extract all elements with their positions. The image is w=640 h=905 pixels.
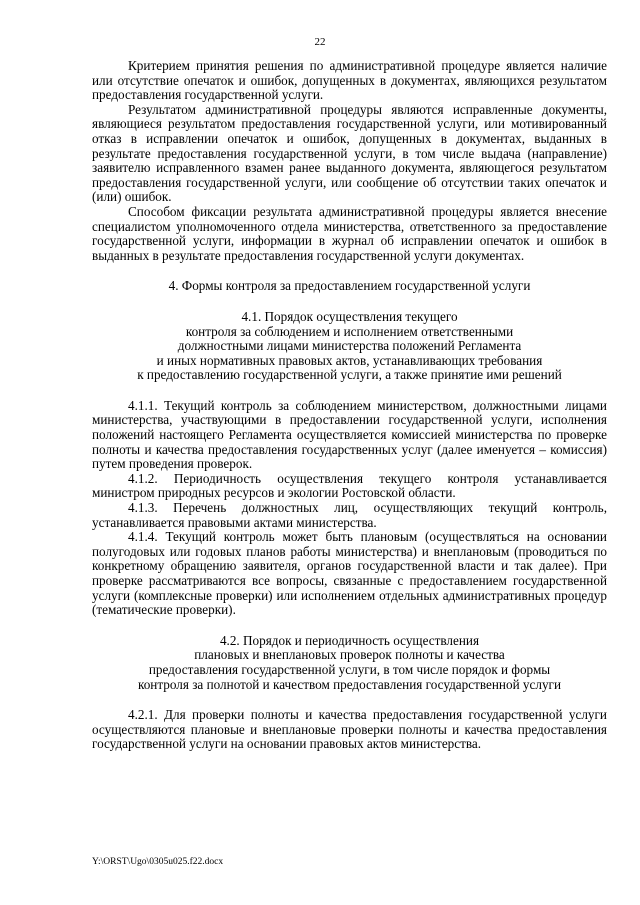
section-4-2-heading <box>92 634 607 692</box>
section-4-heading: 4. Формы контроля за предоставлением государственной услуги <box>168 278 531 294</box>
paragraph: 4.1.2. Периодичность осуществления текущего контроля устанавливается министром природных ресурсов и экологии Ростовской области. <box>92 470 607 501</box>
paragraph: Способом фиксации результата административной процедуры является внесение специалистом уполномоченного отдела министерства, ответственного за предоставление государственной услуги, информации в журнал об исправлении опечаток и ошибок в выданных в результате предоставления государственной услуги документах. <box>92 203 607 263</box>
heading-line: предоставления государственной услуги, в том числе порядок и формы <box>148 661 551 677</box>
heading-line: должностными лицами министерства положений Регламента <box>177 338 522 354</box>
heading-line: и иных нормативных правовых актов, устанавливающих требования <box>156 352 543 368</box>
heading-line: 4.2. Порядок и периодичность осуществления <box>219 632 480 648</box>
heading-line: 4.1. Порядок осуществления текущего <box>241 308 458 324</box>
paragraph: 4.2.1. Для проверки полноты и качества предоставления государственной услуги осуществляются плановые и внеплановые проверки полноты и качества предоставления государственной услуги на основании правовых актов министерства. <box>92 707 607 752</box>
paragraph: 4.1.1. Текущий контроль за соблюдением министерством, должностными лицами министерства, участвующими в предоставлении государственной услуги, исполнения положений настоящего Регламента осуществляется комиссией министерства по проверке полноты и качества предоставления государственных услуг (далее именуется – комиссия) путем проведения проверок. <box>92 397 607 472</box>
heading-line: плановых и внеплановых проверок полноты и качества <box>194 647 505 663</box>
paragraph: 4.1.4. Текущий контроль может быть плановым (осуществляться на основании полугодовых или годовых планов работы министерства) и внеплановым (проводиться по конкретному обращению заявителя, органов государственной власти и так далее). При проверке рассматриваются все вопросы, связанные с предоставлением государственной услуги (комплексные проверки) или исполнением отдельных административных процедур (тематические проверки). <box>92 529 607 618</box>
paragraph: 4.1.3. Перечень должностных лиц, осуществляющих текущий контроль, устанавливается правовыми актами министерства. <box>92 500 607 530</box>
document-body <box>92 59 607 752</box>
heading-line: к предоставлению государственной услуги, а также принятие ими решений <box>137 367 562 383</box>
footer-file-path: Y:\ORST\Ugo\0305u025.f22.docx <box>92 857 224 867</box>
paragraph: Критерием принятия решения по административной процедуре является наличие или отсутствие опечаток и ошибок, допущенных в документах, являющихся результатом предоставления государственной услуги. <box>92 58 607 103</box>
page-number: 22 <box>314 36 326 48</box>
paragraph: Результатом административной процедуры являются исправленные документы, являющиеся результатом предоставления государственной услуги, или мотивированный отказ в исправлении опечаток и ошибок, допущенных в документах, выданных в результате предоставления государственной услуги, в том числе выдача (направление) заявителю исправленного взамен ранее выданного документа, являющегося результатом предоставления государственной услуги, или сообщение об отсутствии таких опечаток и (или) ошибок. <box>92 101 607 205</box>
heading-line: контроля за полнотой и качеством предоставления государственной услуги <box>137 676 562 692</box>
heading-line: контроля за соблюдением и исполнением ответственными <box>185 323 514 339</box>
section-4-1-heading <box>92 310 607 383</box>
